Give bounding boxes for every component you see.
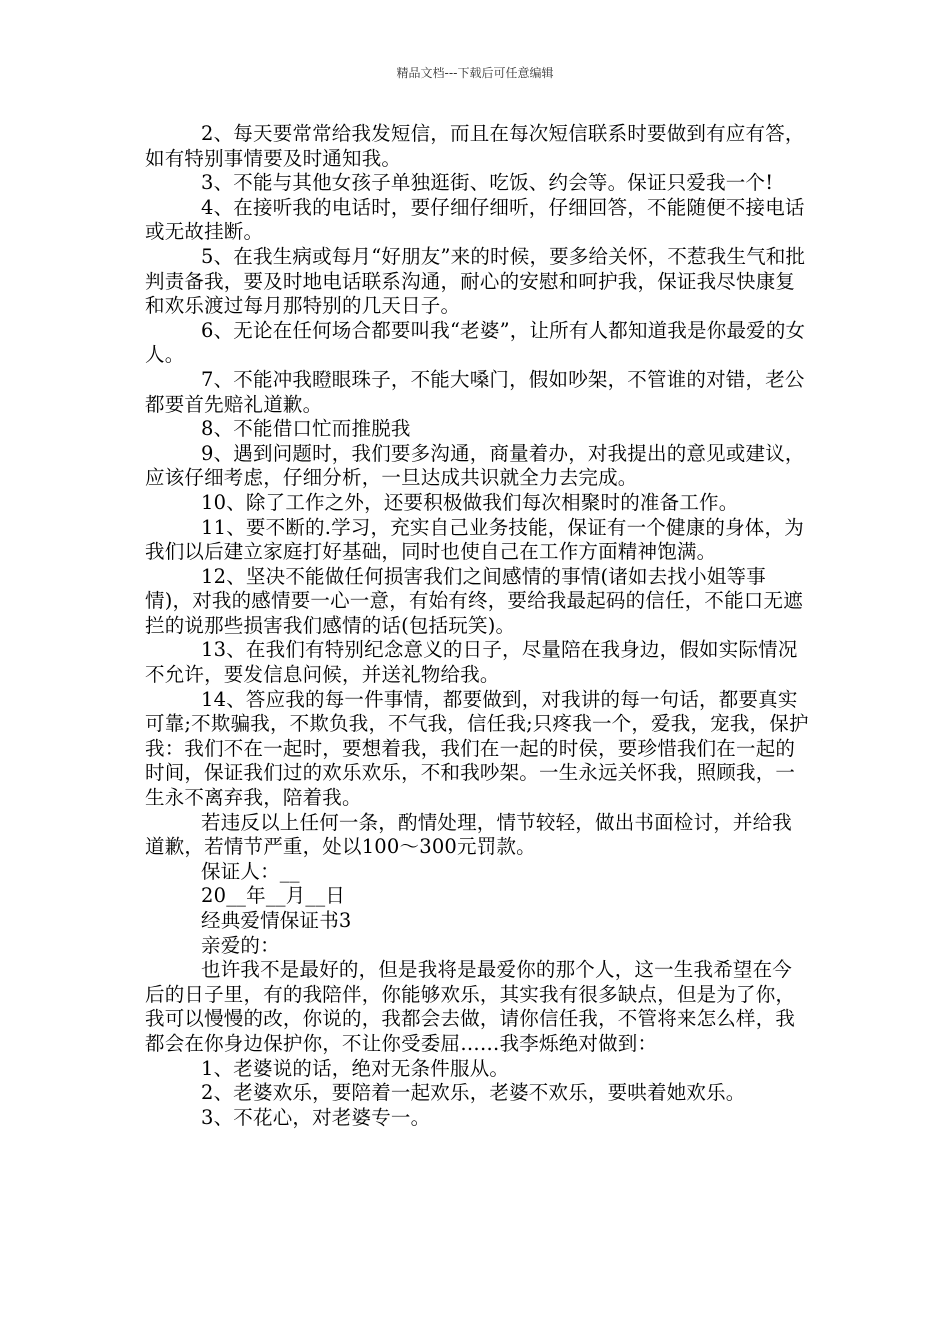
letter-body: 也许我不是最好的，但是我将是最爱你的那个人，这一生我希望在今后的日子里，有的我陪伴，你能够欢乐，其实我有很多缺点，但是为了你，我可以慢慢的改，你说的，我都会去做，请你信任我，不管将来怎么样，我都会在你身边保护你，不让你受委屈……我李烁绝对做到：: [145, 958, 796, 1055]
paragraph-5: 5、在我生病或每月“好朋友”来的时候，要多给关怀，不惹我生气和批判责备我，要及时地电话联系沟通，耐心的安慰和呵护我，保证我尽快康复和欢乐渡过每月那特别的几天日子。: [145, 244, 806, 318]
paragraph-6: 6、无论在任何场合都要叫我“老婆”，让所有人都知道我是你最爱的女人。: [145, 318, 806, 367]
paragraph-9: 9、遇到问题时，我们要多沟通，商量着办，对我提出的意见或建议，应该仔细考虑，仔细分析，一旦达成共识就全力去完成。: [145, 441, 805, 490]
promise-item-1: 1、老婆说的话，绝对无条件服从。: [201, 1056, 510, 1080]
paragraph-2: 2、每天要常常给我发短信，而且在每次短信联系时要做到有应有答，如有特别事情要及时通知我。: [145, 122, 805, 170]
promise-item-3: 3、不花心，对老婆专一。: [201, 1105, 431, 1129]
section-title: 经典爱情保证书3: [201, 909, 352, 932]
paragraph-4: 4、在接听我的电话时，要仔细仔细听，仔细回答，不能随便不接电话或无故挂断。: [145, 195, 805, 244]
page-header: 精品文档---下载后可任意编辑: [396, 66, 554, 80]
paragraph-8: 8、不能借口忙而推脱我: [201, 417, 411, 441]
guarantor-line: 保证人：__: [201, 859, 300, 883]
paragraph-10: 10、除了工作之外，还要积极做我们每次相聚时的准备工作。: [201, 490, 739, 514]
paragraph-7: 7、不能冲我瞪眼珠子，不能大嗓门，假如吵架，不管谁的对错，老公都要首先赔礼道歉。: [145, 367, 805, 416]
paragraph-12: 12、坚决不能做任何损害我们之间感情的事情(诸如去找小姐等事情)，对我的感情要一心一意，有始有终，要给我最起码的信任，不能口无遮拦的说那些损害我们感情的话(包括玩笑)。: [145, 564, 803, 637]
salutation: 亲爱的：: [201, 933, 280, 957]
document-body: [145, 122, 810, 1130]
paragraph-3: 3、不能与其他女孩子单独逛街、吃饭、约会等。保证只爱我一个!: [201, 171, 774, 195]
paragraph-11: 11、要不断的.学习，充实自己业务技能，保证有一个健康的身体，为我们以后建立家庭打好基础，同时也使自己在工作方面精神饱满。: [145, 515, 804, 564]
date-line: 20__年__月__日: [201, 884, 346, 908]
paragraph-14: 14、答应我的每一件事情，都要做到，对我讲的每一句话，都要真实可靠;不欺骗我，不欺负我，不气我，信任我;只疼我一个，爱我，宠我，保护我：我们不在一起时，要想着我，我们在一起的时侯，要珍惜我们在一起的时间，保证我们过的欢乐欢乐，不和我吵架。一生永远关怀我，照顾我，一生永不离弃我，陪着我。: [145, 687, 809, 810]
promise-item-2: 2、老婆欢乐，要陪着一起欢乐，老婆不欢乐，要哄着她欢乐。: [201, 1081, 746, 1105]
penalty-paragraph: 若违反以上任何一条，酌情处理，情节较轻，做出书面检讨，并给我道歉，若情节严重，处以100～300元罚款。: [145, 810, 793, 859]
paragraph-13: 13、在我们有特别纪念意义的日子，尽量陪在我身边，假如实际情况不允许，要发信息问候，并送礼物给我。: [145, 638, 798, 687]
